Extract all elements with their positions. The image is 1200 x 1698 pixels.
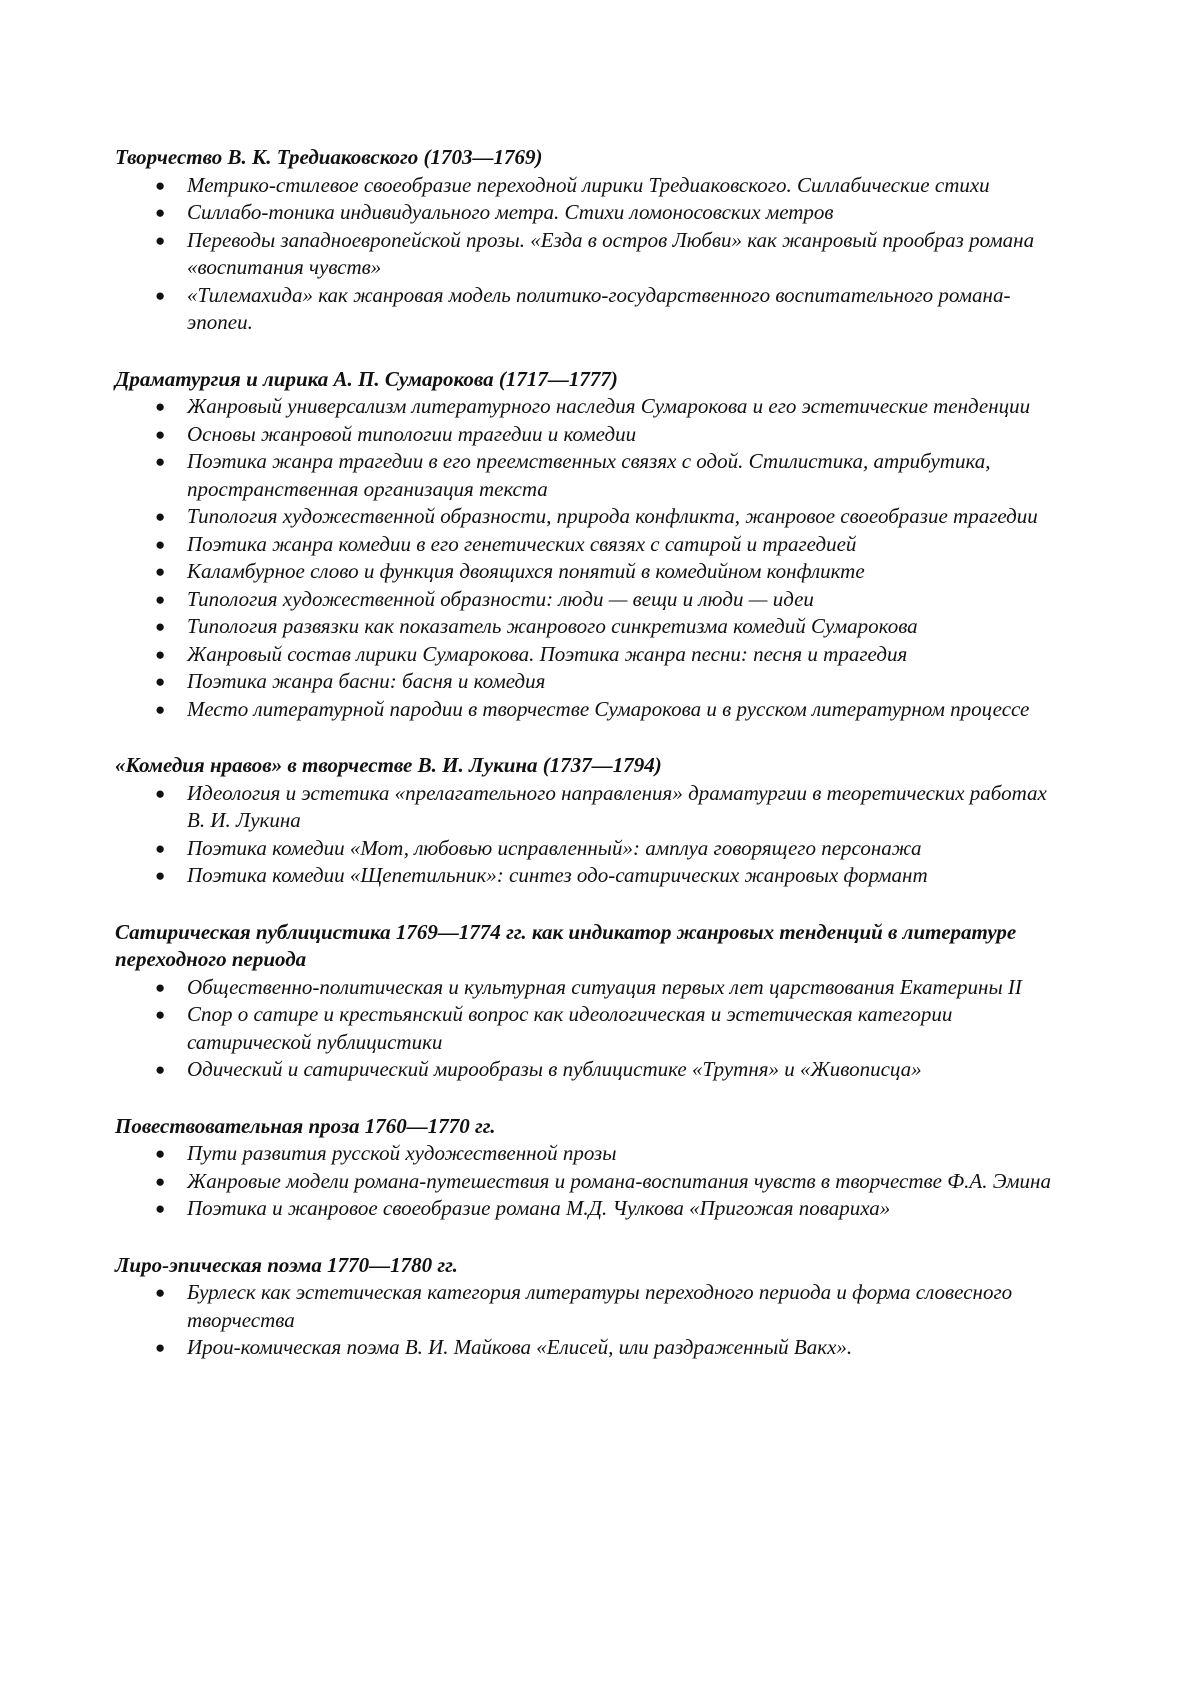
bullet-icon: ● [155,977,166,997]
section-title: Лиро-эпическая поэма 1770—1780 гг. [115,1252,458,1277]
list-item [115,448,1067,503]
list-item [115,835,1067,863]
bullet-icon: ● [155,507,166,526]
bullet-list [115,974,1110,1084]
bullet-icon: ● [155,1005,166,1024]
list-item [115,668,1067,696]
bullet-icon: ● [155,203,166,222]
section-trediakovsky [115,144,1110,337]
bullet-list [115,172,1110,337]
section-title: Творчество В. К. Тредиаковского (1703—1769) [115,145,543,169]
bullet-icon: ● [155,672,166,691]
list-item [115,862,1067,890]
bullet-icon: ● [155,424,166,444]
bullet-icon: ● [155,534,166,554]
section-satirical-journalism [115,919,1110,1084]
list-item [115,227,1067,282]
list-item [115,531,1067,559]
list-item-text: Типология художественной образности, природа конфликта, жанровое своеобразие трагедии [187,504,1038,528]
list-item-text: Поэтика жанра трагедии в его преемственных связях с одой. Стилистика, атрибутика, пространственная организация текста [187,449,991,501]
list-item [115,1140,1067,1168]
list-item [115,641,1067,669]
list-item [115,421,1067,449]
bullet-icon: ● [155,175,166,195]
list-item-text: Типология развязки как показатель жанрового синкретизма комедий Сумарокова [187,614,918,638]
bullet-icon: ● [155,1199,166,1218]
bullet-icon: ● [155,838,166,858]
bullet-icon: ● [155,783,166,803]
list-item [115,199,1067,227]
list-item-text: Идеология и эстетика «прелагательного направления» драматургии в теоретических работах В. И. Лукина [187,780,1047,832]
list-item-text: Одический и сатирический мирообразы в публицистике «Трутня» и «Живописца» [187,1057,922,1081]
list-item [115,780,1067,835]
section-narrative-prose [115,1113,1110,1223]
list-item-text: Поэтика жанра комедии в его генетических связях с сатирой и трагедией [187,531,857,556]
section-sumarokov [115,366,1110,724]
bullet-icon: ● [155,1171,166,1191]
list-item-text: Переводы западноевропейской прозы. «Езда в остров Любви» как жанровый прообраз романа «воспитания чувств» [187,227,1035,279]
list-item [115,172,1067,200]
list-item-text: Ирои-комическая поэма В. И. Майкова «Елисей, или раздраженный Вакх». [187,1335,853,1359]
bullet-icon: ● [155,589,166,609]
list-item [115,503,1067,531]
list-item-text: Поэтика комедии «Щепетильник»: синтез одо-сатирических жанровых формант [187,863,928,887]
bullet-icon: ● [155,562,166,581]
list-item [115,613,1067,641]
list-item [115,1195,1067,1223]
list-item-text: Жанровые модели романа-путешествия и романа-воспитания чувств в творчестве Ф.А. Эмина [187,1168,1051,1193]
list-item [115,558,1067,586]
list-item-text: Метрико-стилевое своеобразие переходной лирики Тредиаковского. Силлабические стихи [187,172,990,197]
bullet-icon: ● [155,285,166,305]
list-item-text: Жанровый универсализм литературного наследия Сумарокова и его эстетические тенденции [187,394,1031,418]
list-item-text: Общественно-политическая и культурная ситуация первых лет царствования Екатерины II [187,974,1022,999]
bullet-icon: ● [155,1144,166,1163]
bullet-list [115,1140,1110,1223]
bullet-icon: ● [155,866,166,885]
list-item-text: «Тилемахида» как жанровая модель политико-государственного воспитательного романа-эпопеи. [187,282,1011,334]
list-item [115,974,1067,1002]
list-item-text: Жанровый состав лирики Сумарокова. Поэтика жанра песни: песня и трагедия [187,641,908,666]
list-item-text: Силлабо-тоника индивидуального метра. Стихи ломоносовских метров [187,200,834,224]
list-item [115,586,1067,614]
section-lukin [115,752,1110,890]
list-item-text: Спор о сатире и крестьянский вопрос как идеологическая и эстетическая категории сатирической публицистики [187,1002,953,1054]
list-item-text: Поэтика комедии «Мот, любовью исправленный»: амплуа говорящего персонажа [187,835,922,860]
list-item-text: Пути развития русской художественной прозы [187,1141,617,1165]
list-item [115,393,1067,421]
section-lyro-epic-poem [115,1252,1110,1362]
section-title: «Комедия нравов» в творчестве В. И. Лукина (1737—1794) [115,753,662,777]
section-title: Повествовательная проза 1760—1770 гг. [115,1113,496,1138]
list-item-text: Поэтика и жанровое своеобразие романа М.Д. Чулкова «Пригожая повариха» [187,1196,891,1220]
bullet-icon: ● [155,1338,166,1357]
bullet-icon: ● [155,452,166,471]
bullet-icon: ● [155,397,166,416]
bullet-list [115,393,1110,723]
list-item-text: Поэтика жанра басни: басня и комедия [187,669,546,693]
bullet-icon: ● [155,644,166,664]
list-item [115,1168,1067,1196]
bullet-list [115,1279,1110,1362]
bullet-icon: ● [155,699,166,719]
list-item [115,1056,1067,1084]
list-item-text: Место литературной пародии в творчестве Сумарокова и в русском литературном процессе [187,696,1030,721]
list-item-text: Бурлеск как эстетическая категория литературы переходного периода и форма словесного творчества [187,1280,1013,1332]
list-item-text: Каламбурное слово и функция двоящихся понятий в комедийном конфликте [187,559,865,583]
list-item [115,1279,1067,1334]
bullet-icon: ● [155,1283,166,1302]
section-title: Драматургия и лирика А. П. Сумарокова (1717—1777) [115,366,618,391]
list-item [115,282,1067,337]
bullet-list [115,780,1110,890]
list-item-text: Типология художественной образности: люди — вещи и люди — идеи [187,586,814,611]
list-item [115,696,1067,724]
list-item-text: Основы жанровой типологии трагедии и комедии [187,421,637,446]
list-item [115,1001,1067,1056]
bullet-icon: ● [155,617,166,636]
list-item [115,1334,1067,1362]
section-title: Сатирическая публицистика 1769—1774 гг. как индикатор жанровых тенденций в литературе переходного периода [115,919,1017,971]
bullet-icon: ● [155,1060,166,1079]
bullet-icon: ● [155,230,166,250]
